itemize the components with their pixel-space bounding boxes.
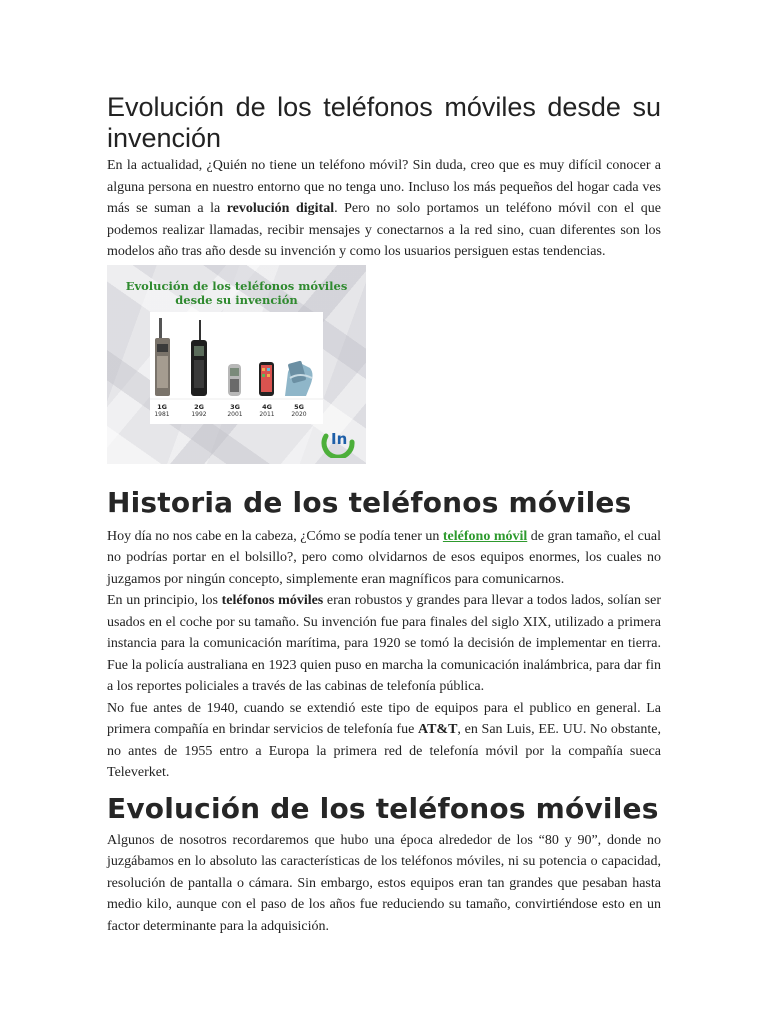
phone-1g-icon <box>155 318 170 396</box>
historia-p3-bold: AT&T <box>418 722 458 737</box>
phone-5g-icon <box>285 360 313 395</box>
article-title: Evolución de los teléfonos móviles desde su invención <box>107 92 661 153</box>
historia-p2-text-1: En un principio, los <box>107 593 222 608</box>
historia-paragraph-1 <box>107 526 661 591</box>
historia-p2-bold: teléfonos móviles <box>221 593 324 608</box>
gen-label-2g: 2G 1992 <box>191 402 207 418</box>
telefono-movil-link[interactable]: teléfono móvil <box>442 528 528 544</box>
intro-text-1: En la actualidad, ¿Quién no tiene un teléfono móvil? Sin duda, creo que es muy difícil conocer a alguna persona en nuestro entorno que no tenga uno. Incluso los más pequeños del hogar cada ves más se suman a la <box>107 158 661 216</box>
intro-bold-term: revolución digital <box>226 201 335 216</box>
intro-text-2: . Pero no solo portamos un teléfono móvil con el que podemos realizar llamadas, recibir mensajes y conectarnos a la red sino, cuan diferentes son los modelos año tras año desde su invención y como los usuarios persiguen estas tendencias. <box>107 201 661 259</box>
historia-p3-text-2: , en San Luis, EE. UU. No obstante, no antes de 1955 entro a Europa la primera red de telefonía móvil por la compañía sueca Televerket. <box>107 722 661 780</box>
document-page <box>107 92 661 937</box>
gen-label-1g: 1G 1981 <box>154 402 170 418</box>
infographic-title-line2: desde su invención <box>175 292 298 307</box>
historia-p1-text-2: de gran tamaño, el cual no podrías portar en el bolsillo?, pero como olvidarnos de esos equipos enormes, los cuales no juzgamos por ningún concepto, simplemente eran magníficos para comunicarnos. <box>107 528 661 587</box>
phone-2g-icon <box>191 320 207 396</box>
logo-lettering: In <box>331 429 348 448</box>
phones-panel <box>150 312 323 424</box>
gen-label-3g: 3G 2001 <box>227 402 243 418</box>
phone-3g-icon <box>228 364 241 396</box>
historia-p2-text-2: eran robustos y grandes para llevar a todos lados, solían ser usados en el coche por su tamaño. Su invención fue para finales del siglo XIX, utilizado a primera instancia para la comunicación marítima, para 1920 se tomó la decisión de implementar en tierra. Fue la policía australiana en 1923 quien puso en marcha la comunicación inalámbrica, para dar fin a los reportes policiales a través de las cabinas de telefonía pública. <box>107 593 662 694</box>
gen-label-4g: 4G 2011 <box>259 402 275 418</box>
brand-logo-icon <box>318 422 358 458</box>
historia-paragraph-3 <box>107 698 661 784</box>
historia-p3-text-1: No fue antes de 1940, cuando se extendió este tipo de equipos para el publico en general. La primera compañía en brindar servicios de telefonía fue <box>107 700 661 737</box>
historia-p1-text-1: Hoy día no nos cabe en la cabeza, ¿Cómo se podía tener un <box>107 528 443 544</box>
evolucion-paragraph-1: Algunos de nosotros recordaremos que hubo una época alrededor de los “80 y 90”, donde no juzgábamos en lo absoluto las características de los teléfonos móviles, ni su potencia o capacidad, resolución de pantalla o cámara. Sin embargo, estos equipos eran tan grandes que pesaban hasta medio kilo, aunque con el paso de los años fue reduciendo su tamaño, convirtiéndose esto en un factor determinante para la adquisición. <box>107 832 661 934</box>
section-heading-historia: Historia de los teléfonos móviles <box>107 485 632 519</box>
evolution-infographic <box>107 265 366 464</box>
historia-paragraph-2 <box>107 590 661 698</box>
infographic-title-line1: Evolución de los teléfonos móviles <box>125 278 348 293</box>
phone-4g-icon <box>259 362 274 396</box>
gen-label-5g: 5G 2020 <box>291 402 307 418</box>
infographic-title <box>107 279 366 307</box>
section-heading-evolucion: Evolución de los teléfonos móviles <box>107 791 659 825</box>
intro-paragraph <box>107 155 661 263</box>
